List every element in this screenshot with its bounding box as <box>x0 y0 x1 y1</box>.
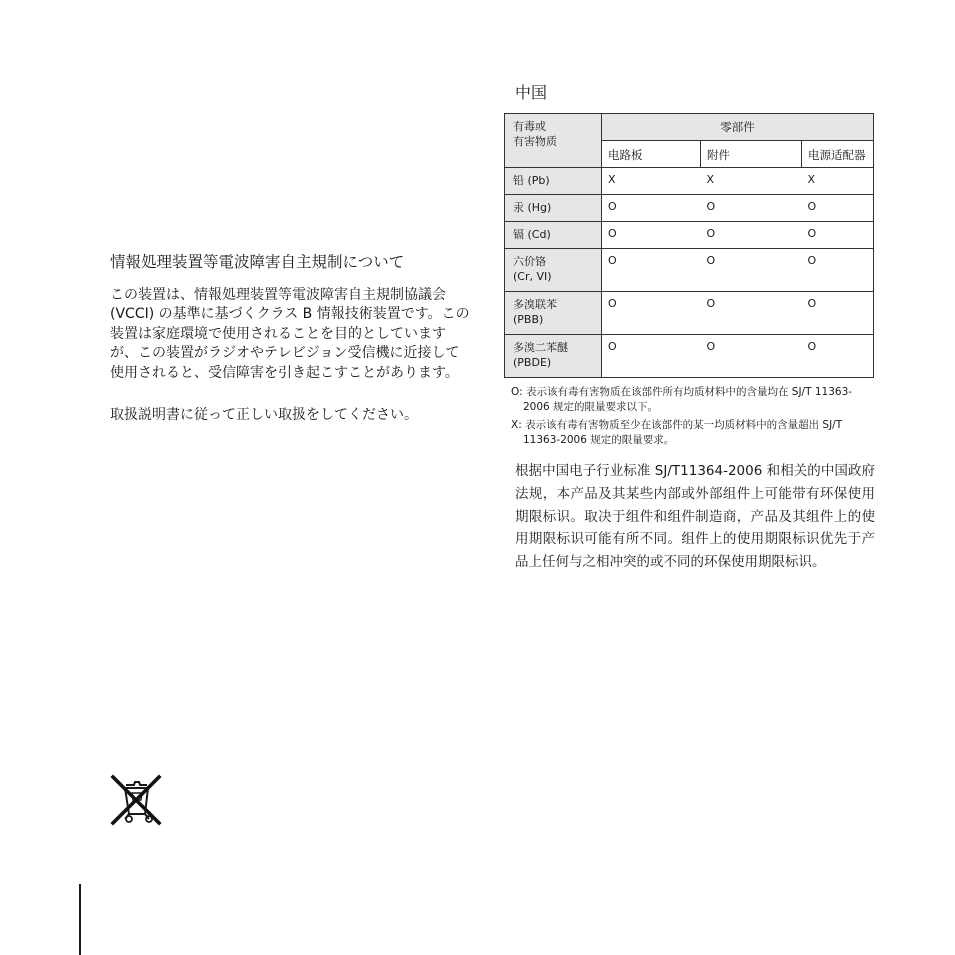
footnote-o: O: 表示该有毒有害物质在该部件所有均质材料中的含量均在 SJ/T 11363-2006 规定的限量要求以下。 <box>511 386 853 413</box>
column-header-circuit-board: 电路板 <box>602 141 701 168</box>
table-row <box>505 249 874 292</box>
table-cell: O <box>602 292 701 335</box>
column-header-accessories: 附件 <box>701 141 802 168</box>
eco-period-statement: 根据中国电子行业标准 SJ/T11364-2006 和相关的中国政府法规，本产品及其某些内部或外部组件上可能带有环保使用期限标识。取决于组件和组件制造商，产品及其组件上的使用期限标识可能有所不同。组件上的使用期限标识优先于产品上任何与之相冲突的或不同的环保使用期限标识。 <box>515 463 875 571</box>
table-row <box>505 168 874 195</box>
substance-label: 铅 (Pb) <box>505 168 602 195</box>
substance-label: 多溴联苯 (PBB) <box>505 292 602 335</box>
substance-label: 多溴二苯醚 (PBDE) <box>505 335 602 378</box>
china-heading: 中国 <box>515 83 548 102</box>
substance-label: 六价铬 (Cr, VI) <box>505 249 602 292</box>
substance-label: 汞 (Hg) <box>505 195 602 222</box>
crossed-out-wheelie-bin-icon <box>109 773 163 827</box>
table-cell: X <box>602 168 701 195</box>
table-cell: X <box>802 168 874 195</box>
table-group-header: 零部件 <box>602 114 874 141</box>
table-cell: X <box>701 168 802 195</box>
vcci-heading: 情報処理装置等電波障害自主規制について <box>110 253 405 271</box>
table-cell: O <box>802 335 874 378</box>
table-cell: O <box>701 292 802 335</box>
table-cell: O <box>802 195 874 222</box>
margin-rule <box>79 884 81 955</box>
table-row <box>505 335 874 378</box>
vcci-handling-note: 取扱説明書に従って正しい取扱をしてください。 <box>110 407 418 423</box>
hazardous-substances-table <box>504 113 874 378</box>
table-footnotes <box>511 385 871 451</box>
table-row-header: 有毒或 有害物质 <box>505 114 602 168</box>
table-cell: O <box>701 222 802 249</box>
table-cell: O <box>802 292 874 335</box>
table-cell: O <box>701 249 802 292</box>
column-header-power-adapter: 电源适配器 <box>802 141 874 168</box>
table-cell: O <box>802 222 874 249</box>
table-cell: O <box>602 335 701 378</box>
table-row <box>505 292 874 335</box>
footnote-x: X: 表示该有毒有害物质至少在该部件的某一均质材料中的含量超出 SJ/T 11363-2006 规定的限量要求。 <box>511 419 843 446</box>
table-cell: O <box>802 249 874 292</box>
table-cell: O <box>602 222 701 249</box>
table-cell: O <box>602 249 701 292</box>
table-cell: O <box>602 195 701 222</box>
substance-label: 镉 (Cd) <box>505 222 602 249</box>
table-row <box>505 222 874 249</box>
table-cell: O <box>701 335 802 378</box>
table-row <box>505 195 874 222</box>
vcci-statement: この装置は、情報処理装置等電波障害自主規制協議会 (VCCI) の基準に基づくクラス B 情報技術装置です。この装置は家庭環境で使用されることを目的としていますが、この装置がラジオやテレビジョン受信機に近接して使用されると、受信障害を引き起こすことがあります。 <box>110 287 470 381</box>
table-cell: O <box>701 195 802 222</box>
